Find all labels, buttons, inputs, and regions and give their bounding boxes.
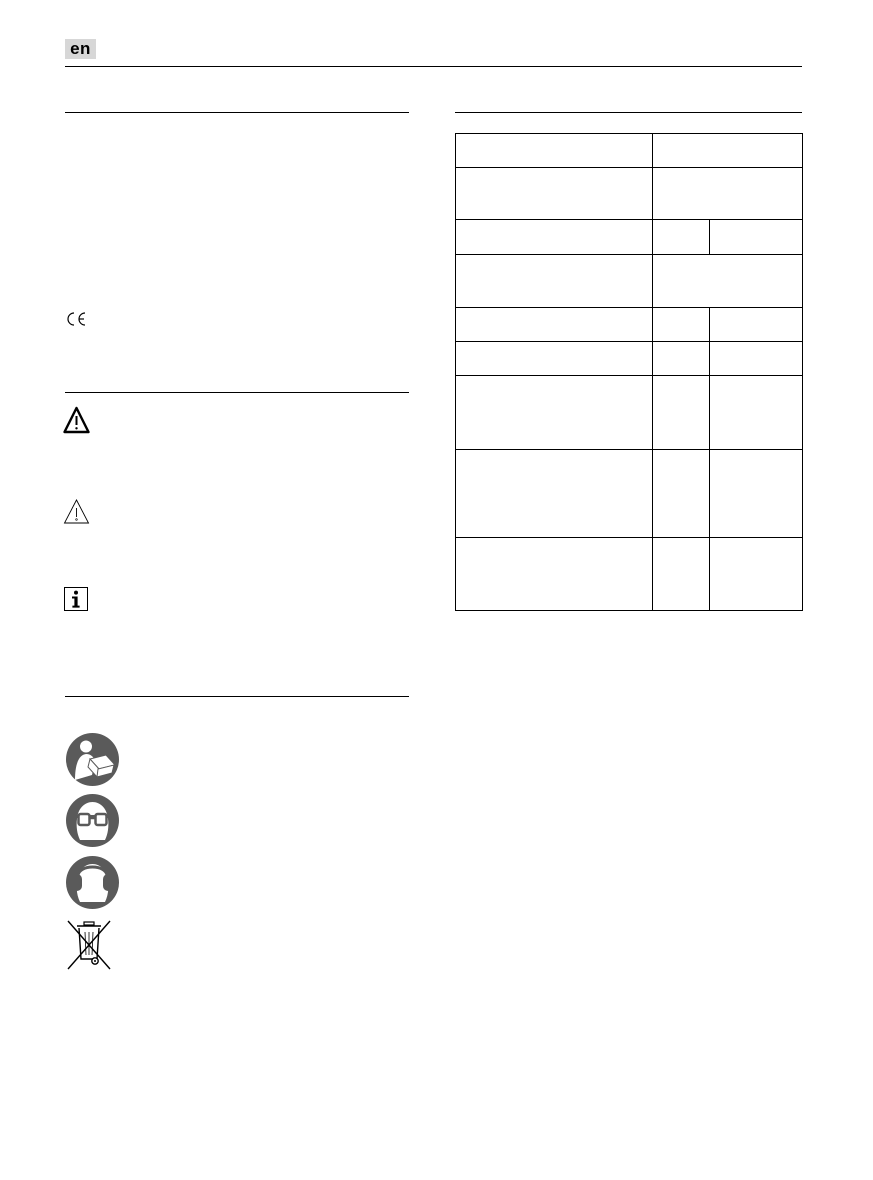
info-icon <box>64 587 88 611</box>
caution-triangle-icon <box>63 498 90 525</box>
read-manual-icon <box>66 733 119 786</box>
language-badge: en <box>65 39 96 59</box>
crossed-out-bin-icon <box>65 919 112 971</box>
section-rule-safety <box>65 696 409 697</box>
technical-data-table <box>455 133 803 611</box>
warning-triangle-icon <box>63 406 90 434</box>
section-rule-technical-data <box>455 112 802 113</box>
section-rule-intended-use <box>65 112 409 113</box>
eye-protection-icon <box>66 794 119 847</box>
header-rule <box>65 66 802 67</box>
ce-mark-icon <box>66 311 88 327</box>
section-rule-symbols <box>65 392 409 393</box>
ear-protection-icon <box>66 856 119 909</box>
